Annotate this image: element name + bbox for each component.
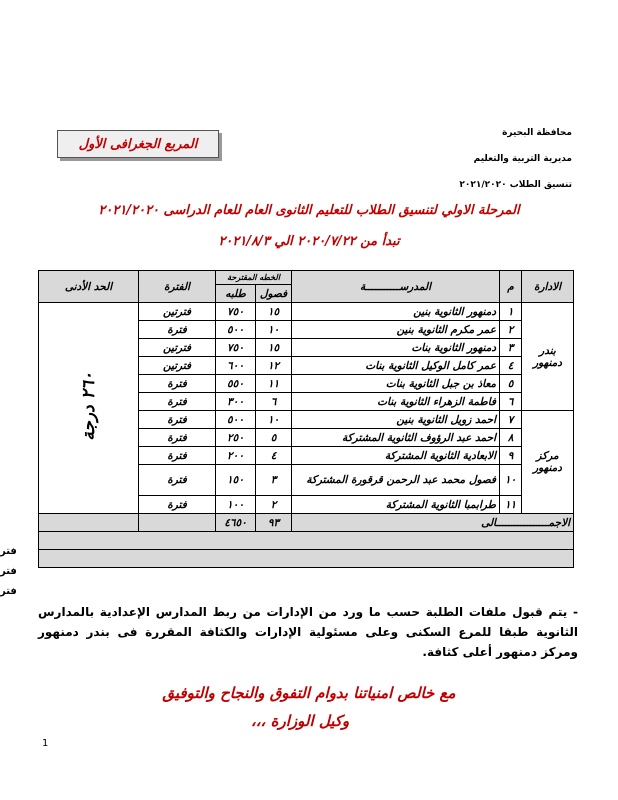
row-students: ١٥٠ — [216, 465, 256, 496]
row-school: احمد عبد الرؤوف الثانوية المشتركة — [292, 429, 500, 447]
closing-text: مع خالص امنياتنا بدوام التفوق والنجاح والتوفيق — [162, 684, 456, 702]
row-school: فاطمة الزهراء الثانوية بنات — [292, 393, 500, 411]
row-school: احمد زويل الثانوية بنين — [292, 411, 500, 429]
row-school: عمر مكرم الثانوية بنين — [292, 321, 500, 339]
side-label: فتر — [0, 586, 17, 597]
row-students: ٥٥٠ — [216, 375, 256, 393]
row-classes: ٣ — [256, 465, 292, 496]
row-classes: ١٠ — [256, 411, 292, 429]
header-governorate: محافظة البحيرة — [502, 128, 572, 138]
total-min-empty — [39, 514, 139, 532]
page-number: 1 — [42, 738, 49, 749]
row-school: طرابمبا الثانوية المشتركة — [292, 496, 500, 514]
header-classes: فصول — [256, 285, 292, 303]
row-classes: ٦ — [256, 393, 292, 411]
min-grade-text: ٢٦٠ درجة — [78, 372, 99, 441]
admin-cell: مركز دمنهور — [522, 411, 574, 514]
row-classes: ١٥ — [256, 339, 292, 357]
row-period: فترة — [139, 375, 216, 393]
schools-table — [38, 270, 574, 568]
row-students: ٢٠٠ — [216, 447, 256, 465]
row-classes: ٤ — [256, 447, 292, 465]
row-classes: ١١ — [256, 375, 292, 393]
header-admin: الادارة — [522, 271, 574, 303]
header-students: طلبه — [216, 285, 256, 303]
header-period: الفترة — [139, 271, 216, 303]
admin-cell: بندر دمنهور — [522, 303, 574, 411]
row-period: فترة — [139, 411, 216, 429]
row-num: ٣ — [500, 339, 522, 357]
row-period: فترتين — [139, 339, 216, 357]
row-students: ٥٠٠ — [216, 321, 256, 339]
empty-row — [39, 550, 574, 568]
row-classes: ١٠ — [256, 321, 292, 339]
row-students: ٧٥٠ — [216, 339, 256, 357]
row-period: فترتين — [139, 357, 216, 375]
empty-row — [39, 532, 574, 550]
header-plan: الخطه المقترحة — [216, 271, 292, 285]
geographic-square-badge: المربع الجغرافى الأول — [57, 130, 219, 158]
row-students: ٣٠٠ — [216, 393, 256, 411]
row-period: فترة — [139, 465, 216, 496]
header-num: م — [500, 271, 522, 303]
signature-text: وكيل الوزارة ،،، — [250, 712, 350, 730]
row-classes: ١٢ — [256, 357, 292, 375]
total-label: الاجمـــــــــــــــــالى — [292, 514, 574, 532]
row-num: ٨ — [500, 429, 522, 447]
row-num: ٥ — [500, 375, 522, 393]
header-directorate: مديرية التربية والتعليم — [473, 154, 572, 164]
total-period-empty — [139, 514, 216, 532]
row-period: فترة — [139, 447, 216, 465]
page-subtitle: تبدأ من ٢٠٢٠/٧/٢٢ الي ٢٠٢١/٨/٣ — [218, 234, 400, 249]
row-school: دمنهور الثانوية بنات — [292, 339, 500, 357]
row-students: ٢٥٠ — [216, 429, 256, 447]
min-grade-cell — [39, 303, 139, 514]
row-num: ١٠ — [500, 465, 522, 496]
row-classes: ١٥ — [256, 303, 292, 321]
row-classes: ٥ — [256, 429, 292, 447]
row-school: معاذ بن جبل الثانوية بنات — [292, 375, 500, 393]
row-num: ٦ — [500, 393, 522, 411]
row-school: دمنهور الثانوية بنين — [292, 303, 500, 321]
total-students: ٤٦٥٠ — [216, 514, 256, 532]
row-num: ١ — [500, 303, 522, 321]
page-title: المرحلة الاولي لتنسيق الطلاب للتعليم الثانوى العام للعام الدراسى ٢٠٢١/٢٠٢٠ — [98, 203, 520, 218]
row-students: ٦٠٠ — [216, 357, 256, 375]
total-classes: ٩٣ — [256, 514, 292, 532]
row-num: ٢ — [500, 321, 522, 339]
row-students: ١٠٠ — [216, 496, 256, 514]
row-period: فترة — [139, 321, 216, 339]
header-min: الحد الأدنى — [39, 271, 139, 303]
header-school: المدرســـــــــــة — [292, 271, 500, 303]
side-label: فتر — [0, 546, 17, 557]
row-num: ٤ — [500, 357, 522, 375]
side-label: فتر — [0, 566, 17, 577]
header-coordination: تنسيق الطلاب ٢٠٢١/٢٠٢٠ — [459, 180, 572, 190]
row-school: عمر كامل الوكيل الثانوية بنات — [292, 357, 500, 375]
row-num: ٧ — [500, 411, 522, 429]
row-period: فترة — [139, 393, 216, 411]
row-period: فترة — [139, 429, 216, 447]
row-num: ١١ — [500, 496, 522, 514]
row-num: ٩ — [500, 447, 522, 465]
row-school: الابعادية الثانوية المشتركة — [292, 447, 500, 465]
note-paragraph: - يتم قبول ملفات الطلبة حسب ما ورد من الإدارات من ربط المدارس الإعدادية بالمدارس الثانوية طبقا للمرع السكنى وعلى مسئولية الإدارات والكثافة المقررة فى بندر دمنهور ومركز دمنهور أعلى كثافة. — [38, 605, 578, 659]
row-period: فترة — [139, 496, 216, 514]
row-period: فترتين — [139, 303, 216, 321]
row-school: فصول محمد عبد الرحمن قرقورة المشتركة — [292, 465, 500, 496]
row-students: ٥٠٠ — [216, 411, 256, 429]
row-classes: ٢ — [256, 496, 292, 514]
row-students: ٧٥٠ — [216, 303, 256, 321]
